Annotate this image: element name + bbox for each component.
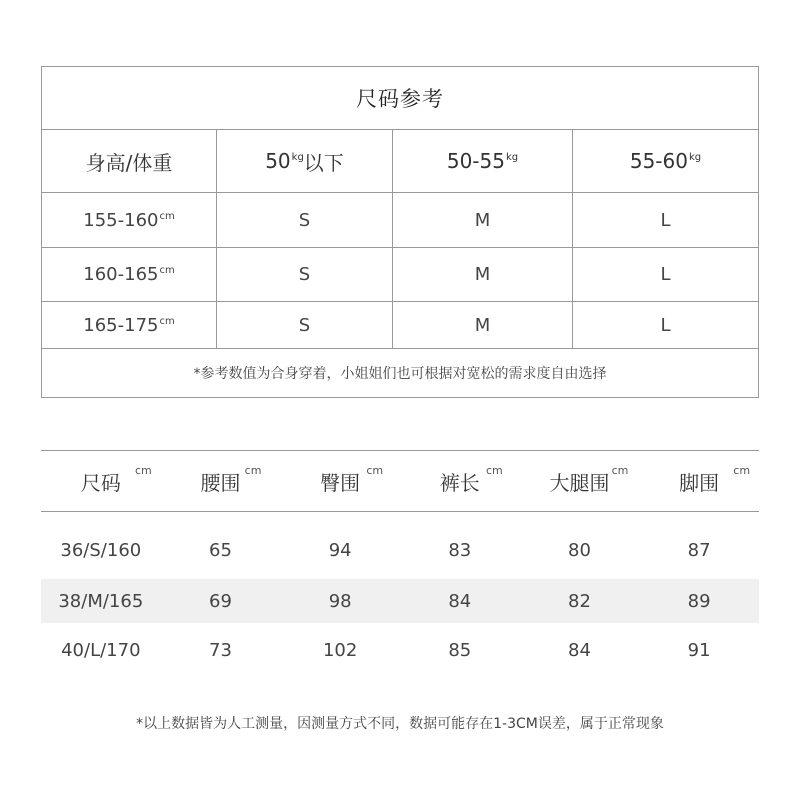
- size-cell: M: [393, 248, 573, 301]
- thigh-cell: 84: [568, 639, 591, 661]
- height-unit: cm: [159, 265, 175, 276]
- weight-value: 50: [265, 149, 291, 173]
- size-row: [42, 193, 758, 248]
- weight-value: 55-60: [629, 149, 688, 173]
- header-label: 大腿围: [549, 470, 610, 495]
- size-reference-table: [41, 66, 759, 398]
- header-label: 脚围: [679, 470, 720, 495]
- waist-cell: 65: [209, 539, 232, 561]
- weight-suffix: 以下: [303, 150, 344, 175]
- header-unit: cm: [733, 464, 751, 477]
- hip-cell: 94: [328, 539, 352, 561]
- size-cell: L: [660, 264, 671, 285]
- hip-cell: 102: [322, 639, 358, 661]
- size-reference-note: *参考数值为合身穿着，小姐姐们也可根据对宽松的需求度自由选择: [193, 366, 607, 382]
- size-row: [42, 302, 758, 349]
- header-unit: cm: [366, 464, 384, 477]
- size-cell: M: [393, 193, 573, 247]
- measurement-header-hip: [280, 451, 400, 511]
- height-range-cell: [42, 302, 217, 348]
- height-weight-header: 身高/体重: [42, 130, 217, 192]
- height-value: 165-175: [83, 314, 159, 336]
- measurement-header-size: [41, 451, 161, 511]
- ankle-cell: 89: [687, 590, 711, 612]
- measurement-header-thigh: [520, 451, 640, 511]
- size-cell: M: [393, 302, 573, 348]
- size-cell: S: [217, 302, 393, 348]
- height-unit: cm: [159, 210, 175, 222]
- measurement-header-row: [41, 451, 759, 511]
- thigh-cell: 82: [568, 590, 591, 612]
- header-unit: cm: [485, 464, 503, 477]
- weight-unit: kg: [291, 151, 304, 163]
- header-unit: cm: [135, 464, 152, 477]
- size-reference-header-row: [42, 130, 758, 193]
- size-cell: L: [660, 314, 671, 336]
- size-cell: S: [217, 248, 393, 301]
- header-label: 裤长: [439, 470, 480, 495]
- length-cell: 83: [448, 539, 472, 561]
- thigh-cell: 80: [568, 539, 591, 561]
- waist-cell: 69: [209, 590, 232, 612]
- header-label: 腰围: [200, 470, 241, 495]
- measurement-header-ankle: [639, 451, 759, 511]
- hip-cell: 98: [328, 590, 352, 612]
- size-row: [42, 248, 758, 302]
- measurement-header-length: [400, 451, 520, 511]
- height-range-cell: [42, 193, 217, 247]
- size-cell: S: [217, 193, 393, 247]
- measurement-row: [41, 528, 759, 572]
- header-label: 臀围: [320, 470, 361, 495]
- height-unit: cm: [159, 315, 175, 327]
- weight-value: 50-55: [446, 149, 505, 173]
- header-unit: cm: [244, 464, 262, 477]
- measurement-row: [41, 628, 759, 672]
- measurement-note: *以上数据皆为人工测量，因测量方式不同，数据可能存在1-3CM误差，属于正常现象: [136, 716, 664, 732]
- height-value: 160-165: [83, 264, 159, 285]
- length-cell: 85: [448, 639, 472, 661]
- height-value: 155-160: [83, 209, 159, 231]
- size-label-cell: 36/S/160: [60, 539, 142, 561]
- weight-header-2: [393, 130, 573, 192]
- size-reference-title: 尺码参考: [42, 67, 758, 130]
- header-label: 尺码: [80, 470, 121, 495]
- weight-unit: kg: [688, 151, 702, 163]
- waist-cell: 73: [209, 639, 232, 661]
- size-cell: L: [660, 209, 671, 231]
- weight-unit: kg: [505, 151, 519, 163]
- weight-header-3: [573, 130, 758, 192]
- measurement-header-waist: [161, 451, 281, 511]
- weight-header-1: [217, 130, 393, 192]
- height-range-cell: [42, 248, 217, 301]
- measurement-table-header-rule: [41, 511, 759, 512]
- ankle-cell: 91: [687, 639, 711, 661]
- ankle-cell: 87: [687, 539, 711, 561]
- size-label-cell: 38/M/165: [58, 590, 144, 612]
- measurement-row: [41, 579, 759, 623]
- length-cell: 84: [448, 590, 472, 612]
- size-label-cell: 40/L/170: [61, 639, 141, 661]
- header-unit: cm: [611, 464, 629, 477]
